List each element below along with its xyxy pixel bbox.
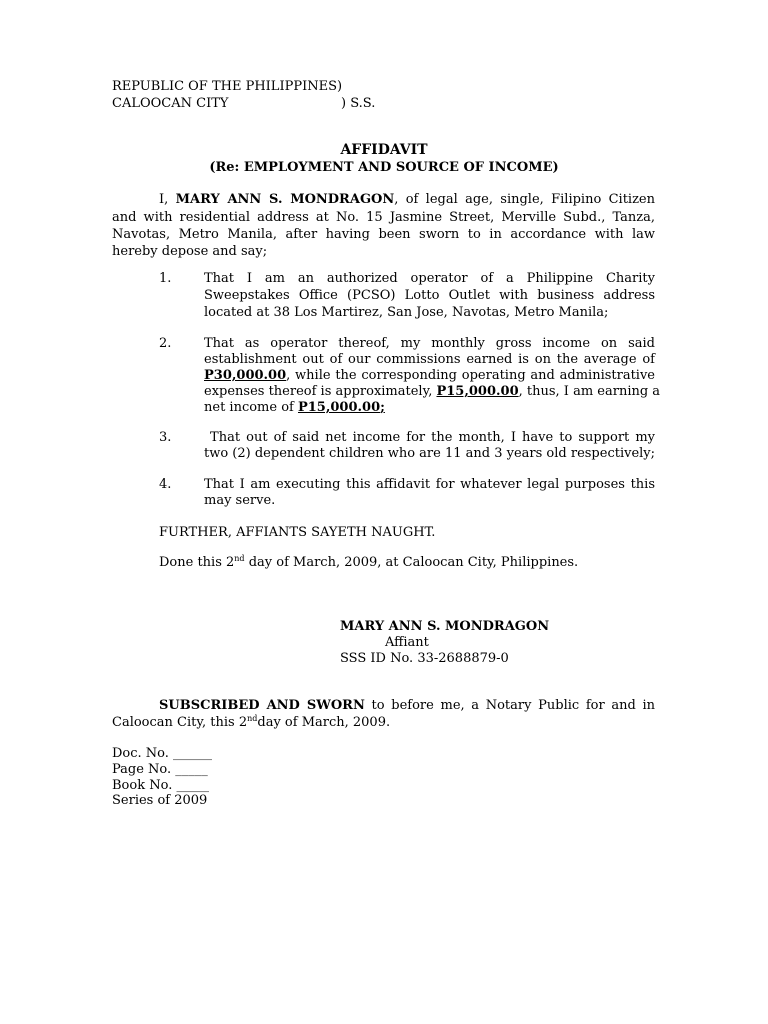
expenses-amount: P15,000.00 xyxy=(436,384,519,399)
caption-city: CALOOCAN CITY xyxy=(112,96,229,111)
item-1-line-1: That I am an authorized operator of a Philippine Charity xyxy=(204,271,655,286)
caption-republic: REPUBLIC OF THE PHILIPPINES) xyxy=(112,79,343,94)
intro-line-3: Navotas, Metro Manila, after having been sworn to in accordance with law xyxy=(112,227,655,242)
intro-line-1: I, MARY ANN S. MONDRAGON, of legal age, single, Filipino Citizen xyxy=(159,192,655,207)
item-2-line-2: establishment out of our commissions earned is on the average of xyxy=(204,352,655,367)
item-3-line-2: two (2) dependent children who are 11 and 3 years old respectively; xyxy=(204,446,656,461)
item-2-line-1: That as operator thereof, my monthly gross income on said xyxy=(204,336,655,351)
series-year: Series of 2009 xyxy=(112,793,208,808)
further-statement: FURTHER, AFFIANTS SAYETH NAUGHT. xyxy=(159,525,436,540)
gross-income-amount: P30,000.00 xyxy=(204,368,287,383)
net-income-amount: P15,000.00 xyxy=(297,400,381,415)
caption-ss: ) S.S. xyxy=(341,96,376,111)
item-2-line-3: P30,000.00, while the corresponding operating and administrative xyxy=(204,368,655,383)
signatory-name: MARY ANN S. MONDRAGON xyxy=(340,619,550,634)
doc-number: Doc. No. ______ xyxy=(112,746,213,761)
jurat-line-2: Caloocan City, this 2ndday of March, 2009. xyxy=(112,714,391,730)
signatory-id: SSS ID No. 33-2688879-0 xyxy=(340,651,509,666)
page-number: Page No. _____ xyxy=(112,762,208,777)
signatory-role: Affiant xyxy=(385,635,429,650)
item-4-number: 4. xyxy=(159,477,172,492)
book-number: Book No. _____ xyxy=(112,778,209,793)
intro-line-2: and with residential address at No. 15 Jasmine Street, Merville Subd., Tanza, xyxy=(112,210,655,225)
done-statement: Done this 2nd day of March, 2009, at Caloocan City, Philippines. xyxy=(159,554,579,570)
document-subtitle: (Re: EMPLOYMENT AND SOURCE OF INCOME) xyxy=(209,160,559,175)
item-4-line-2: may serve. xyxy=(204,493,276,508)
item-1-line-2: Sweepstakes Office (PCSO) Lotto Outlet with business address xyxy=(204,288,655,303)
item-3-line-1: That out of said net income for the month, I have to support my xyxy=(204,430,655,445)
item-2-number: 2. xyxy=(159,336,172,351)
item-3-number: 3. xyxy=(159,430,172,445)
item-2-line-5: net income of P15,000.00; xyxy=(204,400,385,415)
item-1-line-3: located at 38 Los Martirez, San Jose, Navotas, Metro Manila; xyxy=(204,305,609,320)
item-4-line-1: That I am executing this affidavit for whatever legal purposes this xyxy=(204,477,655,492)
item-1-number: 1. xyxy=(159,271,172,286)
document-title: AFFIDAVIT xyxy=(340,142,428,158)
item-2-line-4: expenses thereof is approximately, P15,000.00, thus, I am earning a xyxy=(204,384,661,399)
jurat-line-1: SUBSCRIBED AND SWORN to before me, a Notary Public for and in xyxy=(159,698,656,713)
intro-line-4: hereby depose and say; xyxy=(112,244,268,259)
affiant-name-inline: MARY ANN S. MONDRAGON xyxy=(175,192,395,207)
